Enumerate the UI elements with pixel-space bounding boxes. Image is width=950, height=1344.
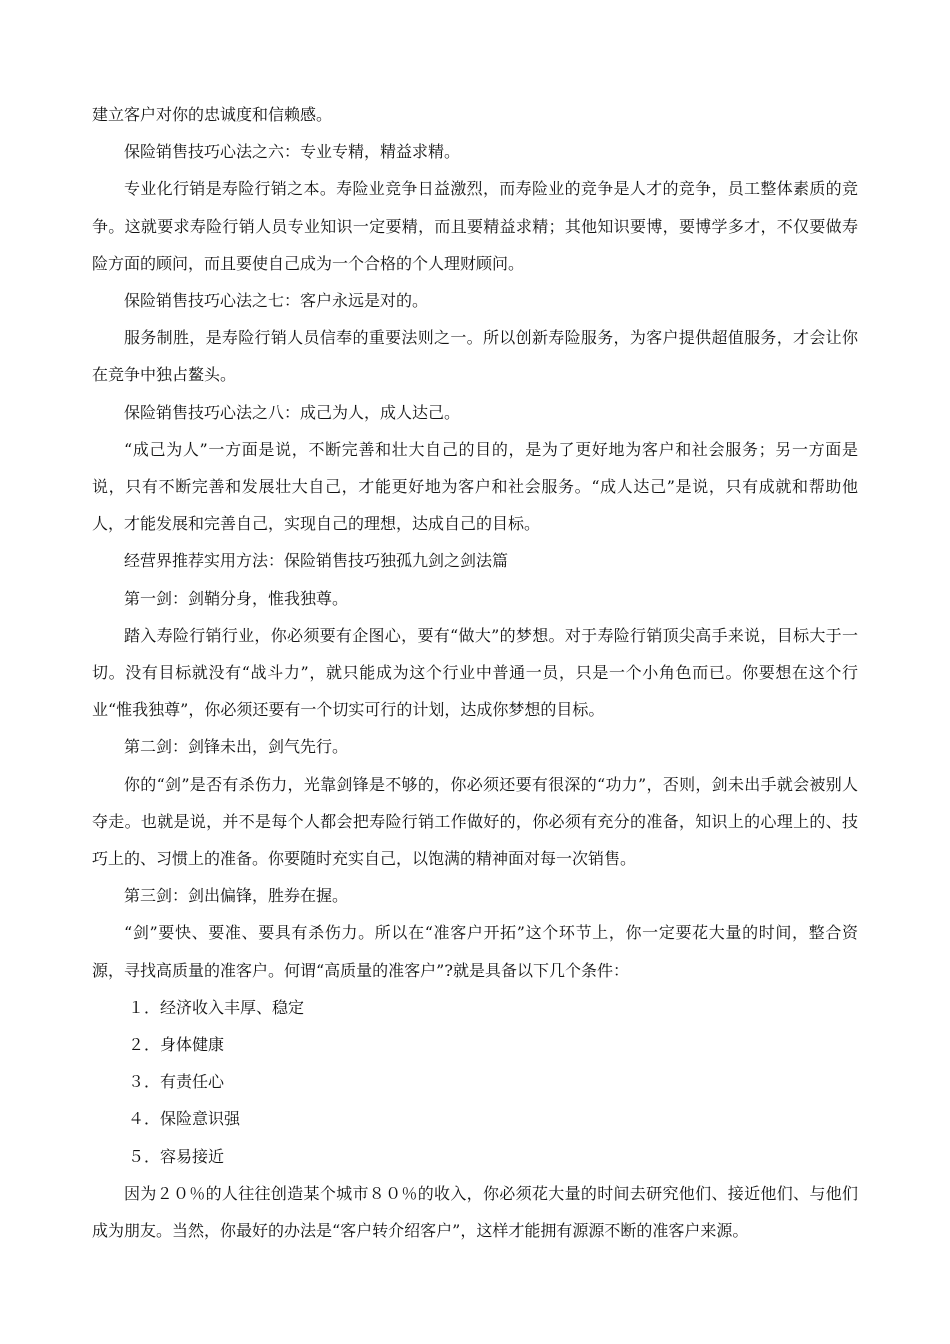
paragraph: 你的“剑”是否有杀伤力，光靠剑锋是不够的，你必须还要有很深的“功力”，否则，剑未出手就会被别人夺走。也就是说，并不是每个人都会把寿险行销工作做好的，你必须有充分的准备，知识上的心理上的、技巧上的、习惯上的准备。你要随时充实自己，以饱满的精神面对每一次销售。 bbox=[92, 774, 858, 869]
paragraph: 踏入寿险行销行业，你必须要有企图心，要有“做大”的梦想。对于寿险行销顶尖高手来说，目标大于一切。没有目标就没有“战斗力”，就只能成为这个行业中普通一员，只是一个小角色而已。你要想在这个行业“惟我独尊”，你必须还要有一个切实可行的计划，达成你梦想的目标。 bbox=[92, 625, 858, 720]
list-item: １．经济收入丰厚、稳定 bbox=[128, 997, 305, 1017]
section-heading: 保险销售技巧心法之六：专业专精，精益求精。 bbox=[124, 142, 461, 162]
paragraph: 建立客户对你的忠诚度和信赖感。 bbox=[92, 105, 333, 124]
paragraph: 因为２０％的人往往创造某个城市８０％的收入，你必须花大量的时间去研究他们、接近他们、与他们成为朋友。当然，你最好的办法是“客户转介绍客户”，这样才能拥有源源不断的准客户来源。 bbox=[92, 1183, 858, 1241]
list-item: ３．有责任心 bbox=[128, 1072, 225, 1092]
document-body bbox=[92, 96, 858, 1249]
section-heading: 经营界推荐实用方法：保险销售技巧独孤九剑之剑法篇 bbox=[124, 551, 509, 571]
paragraph: 专业化行销是寿险行销之本。寿险业竞争日益激烈，而寿险业的竞争是人才的竞争，员工整体素质的竞争。这就要求寿险行销人员专业知识一定要精，而且要精益求精；其他知识要博，要博学多才，不仅要做寿险方面的顾问，而且要使自己成为一个合格的个人理财顾问。 bbox=[92, 179, 858, 273]
section-heading: 第一剑：剑鞘分身，惟我独尊。 bbox=[124, 588, 349, 608]
paragraph: “成己为人”一方面是说，不断完善和壮大自己的目的，是为了更好地为客户和社会服务；另一方面是说，只有不断完善和发展壮大自己，才能更好地为客户和社会服务。“成人达己”是说，只有成就和帮助他人，才能发展和完善自己，实现自己的理想，达成自己的目标。 bbox=[92, 439, 858, 534]
paragraph: “剑”要快、要准、要具有杀伤力。所以在“准客户开拓”这个环节上，你一定要花大量的时间，整合资源，寻找高质量的准客户。何谓“高质量的准客户”?就是具备以下几个条件： bbox=[92, 923, 858, 980]
section-heading: 保险销售技巧心法之七：客户永远是对的。 bbox=[124, 291, 429, 311]
list-item: ２．身体健康 bbox=[128, 1035, 225, 1055]
list-item: ４．保险意识强 bbox=[128, 1109, 241, 1129]
paragraph: 服务制胜，是寿险行销人员信奉的重要法则之一。所以创新寿险服务，为客户提供超值服务，才会让你在竞争中独占鳌头。 bbox=[92, 328, 858, 385]
section-heading: 第三剑：剑出偏锋，胜券在握。 bbox=[124, 886, 349, 906]
list-item: ５．容易接近 bbox=[128, 1146, 225, 1166]
section-heading: 第二剑：剑锋未出，剑气先行。 bbox=[124, 737, 349, 757]
section-heading: 保险销售技巧心法之八：成己为人，成人达己。 bbox=[124, 402, 461, 422]
